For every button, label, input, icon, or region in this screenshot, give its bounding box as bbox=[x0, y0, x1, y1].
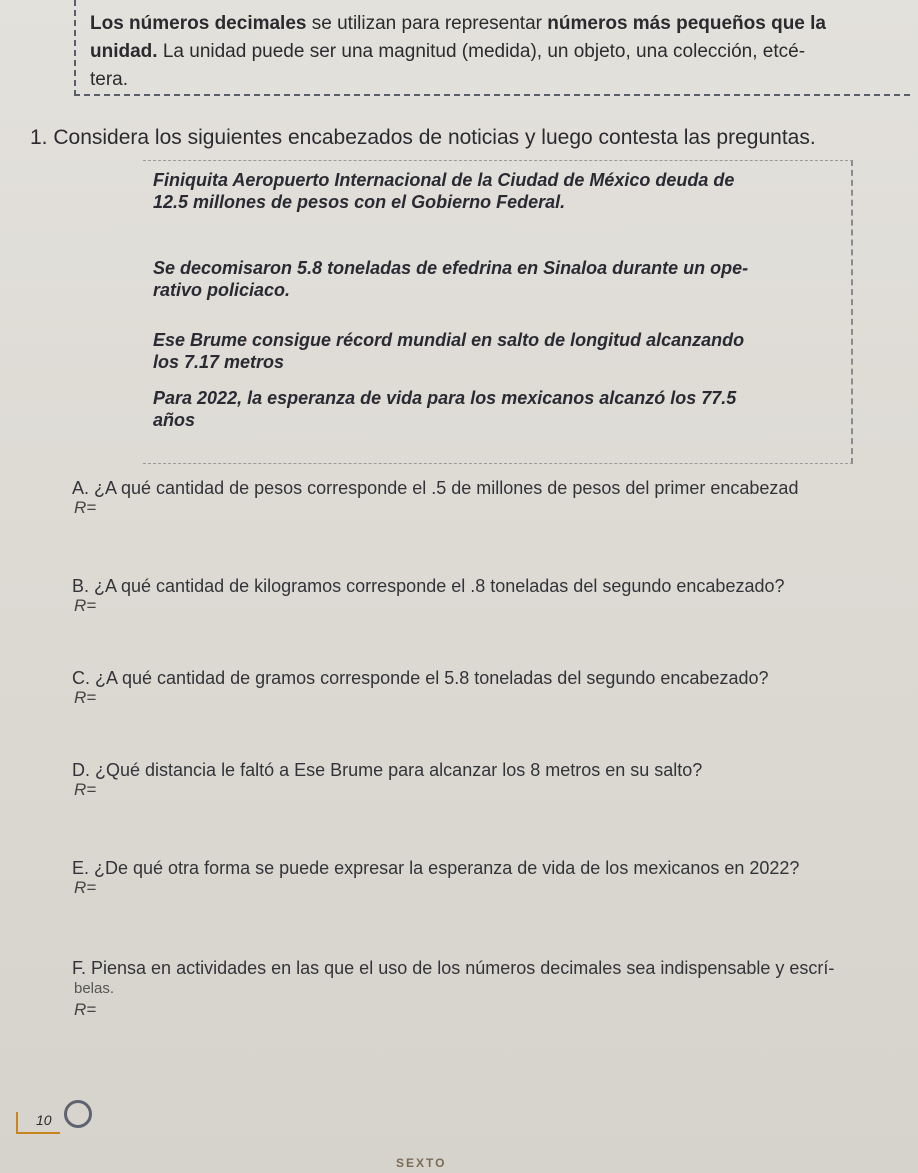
intro-bold-2: números más pequeños que la bbox=[547, 13, 827, 34]
question-c: C. ¿A qué cantidad de gramos corresponde el 5.8 toneladas del segundo encabezado? bbox=[72, 668, 769, 688]
answer-b[interactable]: R= bbox=[74, 596, 97, 615]
intro-text-1: se utilizan para representar bbox=[306, 13, 548, 34]
headline-2 bbox=[153, 257, 843, 301]
headline-1-line-1: Finiquita Aeropuerto Internacional de la Ciudad de México deuda de bbox=[153, 170, 735, 190]
headline-4-line-1: Para 2022, la esperanza de vida para los mexicanos alcanzó los 77.5 bbox=[153, 388, 737, 408]
page-number: 10 bbox=[16, 1112, 60, 1134]
headlines-box bbox=[143, 160, 853, 464]
headline-4-line-2: años bbox=[153, 410, 196, 430]
question-f-cont: belas. bbox=[74, 980, 115, 997]
intro-bold-1: Los números decimales bbox=[90, 13, 307, 34]
headline-4 bbox=[153, 387, 843, 431]
question-b: B. ¿A qué cantidad de kilogramos corresponde el .8 toneladas del segundo encabezado? bbox=[72, 576, 785, 596]
circle-logo-icon bbox=[64, 1100, 92, 1128]
headline-2-line-2: rativo policiaco. bbox=[153, 280, 291, 300]
answer-a[interactable]: R= bbox=[74, 498, 97, 517]
answer-c[interactable]: R= bbox=[74, 688, 97, 707]
answer-f[interactable]: R= bbox=[74, 1000, 97, 1019]
headline-3-line-2: los 7.17 metros bbox=[153, 352, 285, 372]
question-a: A. ¿A qué cantidad de pesos corresponde el .5 de millones de pesos del primer encabezad bbox=[72, 478, 799, 498]
headline-1-line-2: 12.5 millones de pesos con el Gobierno Federal. bbox=[153, 192, 566, 212]
headline-3-line-1: Ese Brume consigue récord mundial en salto de longitud alcanzando bbox=[153, 330, 745, 350]
question-1: 1. Considera los siguientes encabezados de noticias y luego contesta las preguntas. bbox=[30, 126, 816, 149]
answer-d[interactable]: R= bbox=[74, 780, 97, 799]
answer-e[interactable]: R= bbox=[74, 878, 97, 897]
intro-bold-3: unidad. bbox=[90, 41, 158, 62]
question-d: D. ¿Qué distancia le faltó a Ese Brume para alcanzar los 8 metros en su salto? bbox=[72, 760, 703, 780]
intro-text-2: La unidad puede ser una magnitud (medida), un objeto, una colección, etcé- bbox=[157, 41, 806, 62]
headline-2-line-1: Se decomisaron 5.8 toneladas de efedrina en Sinaloa durante un ope- bbox=[153, 258, 749, 278]
question-f: F. Piensa en actividades en las que el uso de los números decimales sea indispensable y escrí- bbox=[72, 958, 835, 978]
intro-box bbox=[74, 0, 910, 96]
intro-text-3: tera. bbox=[90, 69, 129, 90]
question-e: E. ¿De qué otra forma se puede expresar la esperanza de vida de los mexicanos en 2022? bbox=[72, 858, 800, 878]
headline-3 bbox=[153, 329, 843, 373]
footer-mark: SEXTO bbox=[396, 1156, 447, 1170]
headline-1 bbox=[153, 169, 843, 213]
